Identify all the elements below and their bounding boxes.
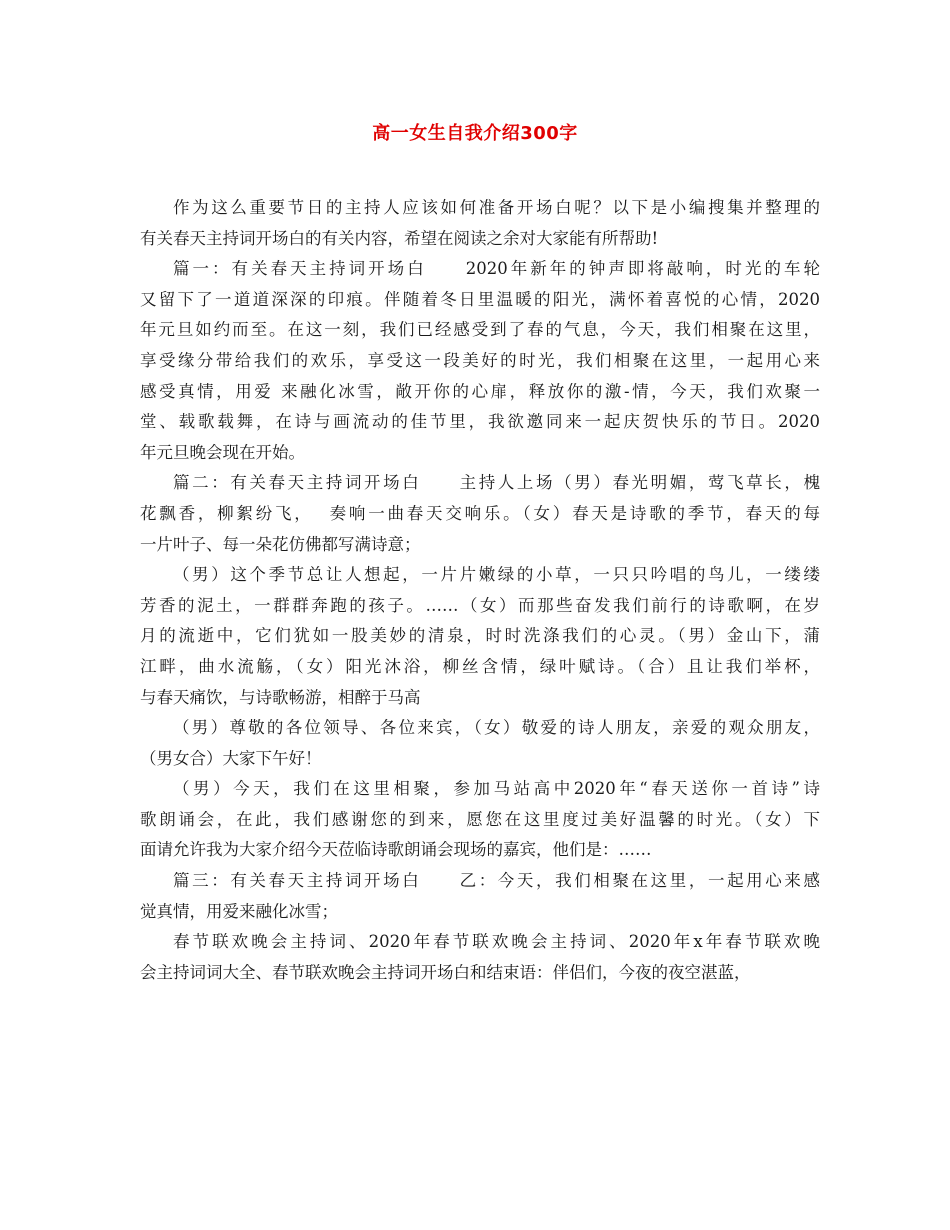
text-line: 年元旦晚会现在开始。 bbox=[140, 442, 305, 462]
text-line: 春节联欢晚会主持词、2020年春节联欢晚会主持词、2020年x年春节联欢晚 bbox=[173, 932, 820, 952]
document-title: 高一女生自我介绍300字 bbox=[372, 123, 578, 144]
paragraph bbox=[140, 468, 820, 560]
text-line: 又留下了一道道深深的印痕。伴随着冬日里温暖的阳光，满怀着喜悦的心情，2020 bbox=[140, 289, 820, 309]
paragraph bbox=[140, 254, 820, 468]
text-line: 享受缘分带给我们的欢乐，享受这一段美好的时光，我们相聚在这里，一起用心来 bbox=[140, 350, 820, 370]
text-line: 作为这么重要节日的主持人应该如何准备开场白呢？以下是小编搜集并整理的 bbox=[173, 198, 820, 217]
text-line: 芳香的泥土，一群群奔跑的孩子。……（女）而那些奋发我们前行的诗歌啊，在岁 bbox=[140, 595, 820, 615]
text-line: 会主持词词大全、春节联欢晚会主持词开场白和结束语：伴侣们，今夜的夜空湛蓝， bbox=[140, 962, 751, 982]
text-line: 花飘香，柳絮纷飞， 奏响一曲春天交响乐。（女）春天是诗歌的季节，春天的每 bbox=[140, 503, 820, 523]
document-body bbox=[140, 193, 820, 988]
text-line: 月的流逝中，它们犹如一股美妙的清泉，时时洗涤我们的心灵。（男）金山下，蒲 bbox=[140, 626, 820, 646]
text-line: 江畔，曲水流觞，（女）阳光沐浴，柳丝含情，绿叶赋诗。（合）且让我们举杯， bbox=[140, 656, 820, 676]
paragraph bbox=[140, 193, 820, 254]
paragraph bbox=[140, 774, 820, 866]
text-line: 与春天痛饮，与诗歌畅游，相醉于马高 bbox=[140, 687, 421, 707]
text-line: 篇三：有关春天主持词开场白 乙：今天，我们相聚在这里，一起用心来感 bbox=[173, 871, 820, 891]
text-line: 觉真情，用爱来融化冰雪； bbox=[140, 901, 338, 921]
text-line: 一片叶子、每一朵花仿佛都写满诗意； bbox=[140, 534, 421, 554]
paragraph bbox=[140, 560, 820, 713]
text-line: 感受真情，用爱 来融化冰雪，敞开你的心扉，释放你的激-情，今天，我们欢聚一 bbox=[140, 381, 820, 401]
text-line: 有关春天主持词开场白的有关内容，希望在阅读之余对大家能有所帮助! bbox=[140, 228, 659, 248]
text-line: （男女合）大家下午好！ bbox=[140, 748, 322, 768]
text-line: 堂、载歌载舞，在诗与画流动的佳节里，我欲邀同来一起庆贺快乐的节日。2020 bbox=[140, 412, 820, 432]
text-line: （男）今天，我们在这里相聚，参加马站高中2020年“春天送你一首诗”诗 bbox=[173, 779, 820, 799]
text-line: 歌朗诵会，在此，我们感谢您的到来，愿您在这里度过美好温馨的时光。（女）下 bbox=[140, 809, 820, 829]
paragraph bbox=[140, 866, 820, 927]
text-line: 篇一：有关春天主持词开场白 2020年新年的钟声即将敲响，时光的车轮 bbox=[173, 259, 820, 279]
text-line: 篇二：有关春天主持词开场白 主持人上场（男）春光明媚，莺飞草长，槐 bbox=[173, 473, 820, 493]
paragraph bbox=[140, 713, 820, 774]
paragraph bbox=[140, 927, 820, 988]
text-line: （男）这个季节总让人想起，一片片嫩绿的小草，一只只吟唱的鸟儿，一缕缕 bbox=[173, 565, 820, 585]
text-line: 面请允许我为大家介绍今天莅临诗歌朗诵会现场的嘉宾，他们是：…… bbox=[140, 840, 652, 860]
text-line: （男）尊敬的各位领导、各位来宾，（女）敬爱的诗人朋友，亲爱的观众朋友， bbox=[173, 718, 820, 738]
text-line: 年元旦如约而至。在这一刻，我们已经感受到了春的气息，今天，我们相聚在这里， bbox=[140, 320, 820, 340]
